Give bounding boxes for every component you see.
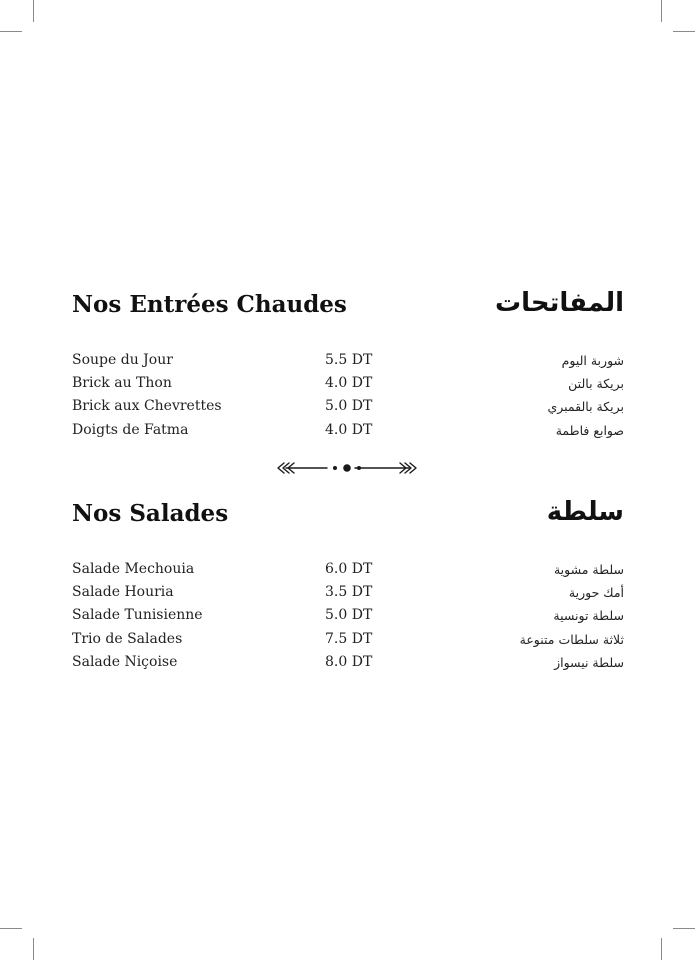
crop-mark-bottom-left: [33, 938, 34, 960]
item-name: Salade Niçoise: [72, 653, 178, 670]
crop-mark-bottom-left-h: [0, 928, 22, 929]
menu-section-salads: [72, 497, 624, 670]
item-price: 5.0 DT: [325, 607, 373, 624]
item-name-arabic: أمك حورية: [568, 585, 624, 601]
menu-item: [72, 395, 624, 418]
item-name-arabic: سلطة مشوية: [553, 562, 624, 577]
item-name-arabic: ثلاثة سلطات متنوعة: [519, 631, 624, 647]
item-name: Brick aux Chevrettes: [72, 398, 222, 415]
item-name: Brick au Thon: [72, 375, 172, 392]
menu-item: [72, 581, 624, 604]
section-header: [72, 499, 624, 539]
menu-item: [72, 651, 624, 674]
crop-mark-top-right: [661, 0, 662, 22]
menu-items: [72, 349, 624, 442]
item-price: 6.0 DT: [325, 561, 373, 577]
item-price: 8.0 DT: [325, 653, 373, 670]
menu-item: [72, 419, 624, 442]
section-title: Nos Salades: [72, 500, 229, 527]
item-price: 4.0 DT: [325, 375, 373, 392]
crop-mark-bottom-right: [661, 938, 662, 960]
item-name: Salade Mechouia: [72, 561, 195, 577]
item-name-arabic: شوربة اليوم: [561, 353, 624, 368]
item-name: Soupe du Jour: [72, 352, 173, 368]
item-price: 5.0 DT: [325, 398, 373, 415]
crop-mark-top-left: [33, 0, 34, 22]
item-name-arabic: سلطة تونسية: [553, 608, 624, 624]
item-name: Salade Tunisienne: [72, 607, 203, 624]
menu-item: [72, 372, 624, 395]
item-price: 5.5 DT: [325, 352, 373, 368]
section-title-arabic: سلطة: [546, 497, 624, 527]
item-name: Doigts de Fatma: [72, 421, 189, 438]
menu-item: [72, 558, 624, 581]
item-name-arabic: صوابع فاطمة: [555, 422, 624, 438]
crop-mark-top-right-h: [673, 31, 695, 32]
item-name-arabic: بريكة بالقمبري: [547, 399, 624, 415]
section-title: Nos Entrées Chaudes: [72, 291, 347, 318]
item-name: Salade Houria: [72, 584, 174, 601]
crop-mark-bottom-right-h: [673, 928, 695, 929]
item-name-arabic: بريكة بالتن: [568, 376, 624, 392]
menu-item: [72, 349, 624, 372]
item-price: 7.5 DT: [325, 630, 373, 647]
crop-mark-top-left-h: [0, 31, 22, 32]
item-price: 3.5 DT: [325, 584, 373, 601]
menu-section-hot-starters: [72, 288, 624, 438]
menu-item: [72, 604, 624, 627]
section-title-arabic: المفاتحات: [495, 288, 624, 318]
ornament-divider-icon: [275, 456, 419, 480]
menu-item: [72, 628, 624, 651]
item-name-arabic: سلطة نيسواز: [554, 654, 624, 670]
item-name: Trio de Salades: [72, 630, 183, 647]
section-header: [72, 290, 624, 330]
item-price: 4.0 DT: [325, 421, 373, 438]
menu-items: [72, 558, 624, 674]
